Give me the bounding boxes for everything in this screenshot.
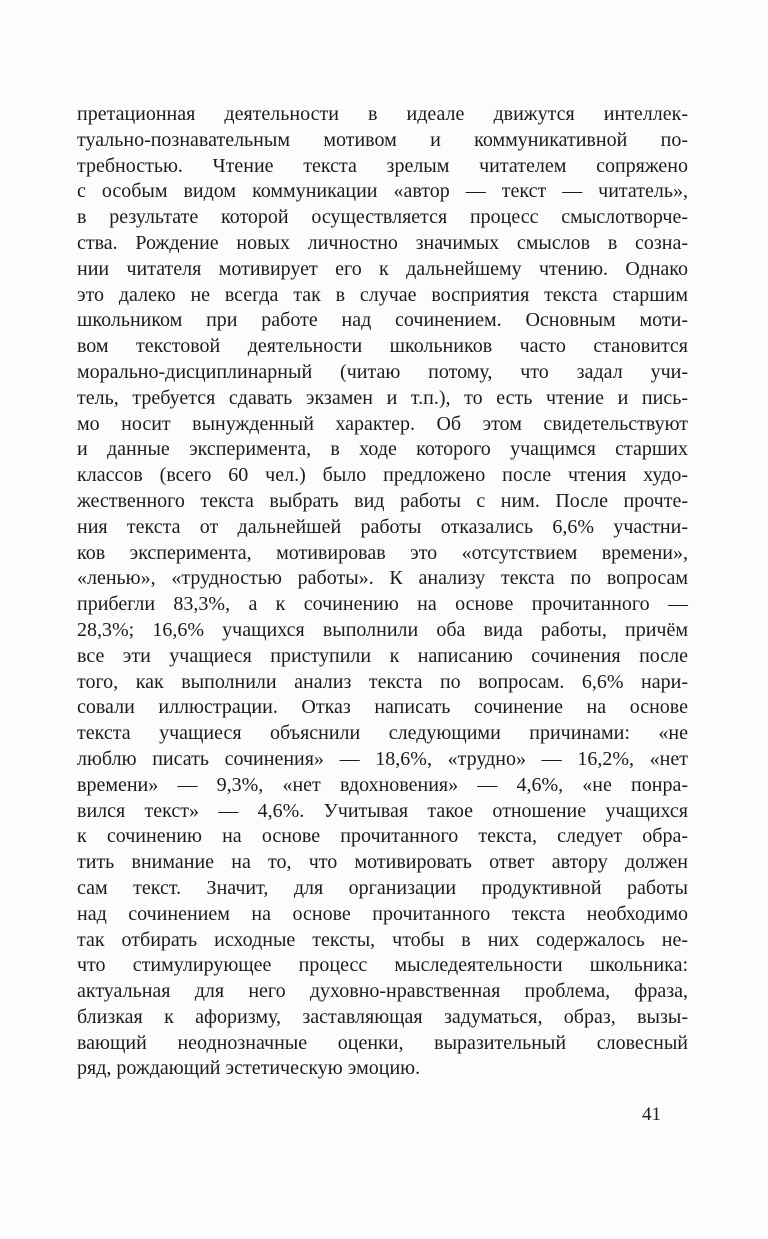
text-line: тить внимание на то, что мотивировать ответ автору должен	[77, 851, 688, 874]
text-line: морально-дисциплинарный (читаю потому, что задал учи-	[77, 360, 688, 383]
text-line: классов (всего 60 чел.) было предложено после чтения худо-	[77, 464, 688, 487]
text-line: сам текст. Значит, для организации продуктивной работы	[77, 876, 688, 899]
body-text-block	[77, 102, 688, 1082]
text-line: актуальная для него духовно-нравственная проблема, фраза,	[77, 980, 688, 1003]
text-line: требностью. Чтение текста зрелым читателем сопряжено	[77, 154, 688, 177]
text-line: жественного текста выбрать вид работы с ним. После прочте-	[77, 489, 688, 512]
text-line: претационная деятельности в идеале движутся интеллек-	[77, 103, 688, 125]
text-line: к сочинению на основе прочитанного текста, следует обра-	[77, 825, 688, 848]
text-line: ния текста от дальнейшей работы отказались 6,6% участни-	[77, 515, 688, 538]
text-line: ряд, рождающий эстетическую эмоцию.	[77, 1057, 421, 1080]
text-line: прибегли 83,3%, а к сочинению на основе прочитанного —	[77, 593, 688, 616]
text-line: туально-познавательным мотивом и коммуникативной по-	[77, 128, 688, 151]
text-line: «ленью», «трудностью работы». К анализу текста по вопросам	[77, 567, 688, 590]
text-line: 28,3%; 16,6% учащихся выполнили оба вида работы, причём	[77, 618, 688, 641]
text-line: с особым видом коммуникации «автор — текст — читатель»,	[77, 180, 688, 203]
text-line: вился текст» — 4,6%. Учитывая такое отношение учащихся	[77, 799, 688, 822]
page-number: 41	[642, 1104, 661, 1125]
text-line: так отбирать исходные тексты, чтобы в них содержалось не-	[77, 928, 688, 951]
text-line: близкая к афоризму, заставляющая задуматься, образ, вызы-	[77, 1005, 688, 1028]
text-line: ков эксперимента, мотивировав это «отсутствием времени»,	[77, 541, 688, 564]
text-line: школьником при работе над сочинением. Основным моти-	[77, 309, 688, 332]
text-line: текста учащиеся объяснили следующими причинами: «не	[77, 722, 688, 745]
text-line: все эти учащиеся приступили к написанию сочинения после	[77, 644, 688, 667]
text-line: мо носит вынужденный характер. Об этом свидетельствуют	[77, 412, 688, 435]
text-line: это далеко не всегда так в случае восприятия текста старшим	[77, 283, 688, 306]
text-line: вом текстовой деятельности школьников часто становится	[77, 335, 688, 358]
text-line: совали иллюстрации. Отказ написать сочинение на основе	[77, 696, 688, 719]
text-line: того, как выполнили анализ текста по вопросам. 6,6% нари-	[77, 670, 688, 693]
text-line: тель, требуется сдавать экзамен и т.п.), то есть чтение и пись-	[77, 386, 688, 409]
text-line: вающий неоднозначные оценки, выразительный словесный	[77, 1031, 688, 1054]
text-line: люблю писать сочинения» — 18,6%, «трудно» — 16,2%, «нет	[77, 747, 688, 770]
text-line: времени» — 9,3%, «нет вдохновения» — 4,6%, «не понра-	[77, 773, 688, 796]
text-line: в результате которой осуществляется процесс смыслотворче-	[77, 206, 688, 229]
text-line: нии читателя мотивирует его к дальнейшему чтению. Однако	[77, 257, 688, 280]
text-line: и данные эксперимента, в ходе которого учащимся старших	[77, 438, 688, 461]
text-line: что стимулирующее процесс мыследеятельности школьника:	[77, 954, 688, 977]
text-line: ства. Рождение новых личностно значимых смыслов в созна-	[77, 231, 688, 254]
text-line: над сочинением на основе прочитанного текста необходимо	[77, 902, 688, 925]
